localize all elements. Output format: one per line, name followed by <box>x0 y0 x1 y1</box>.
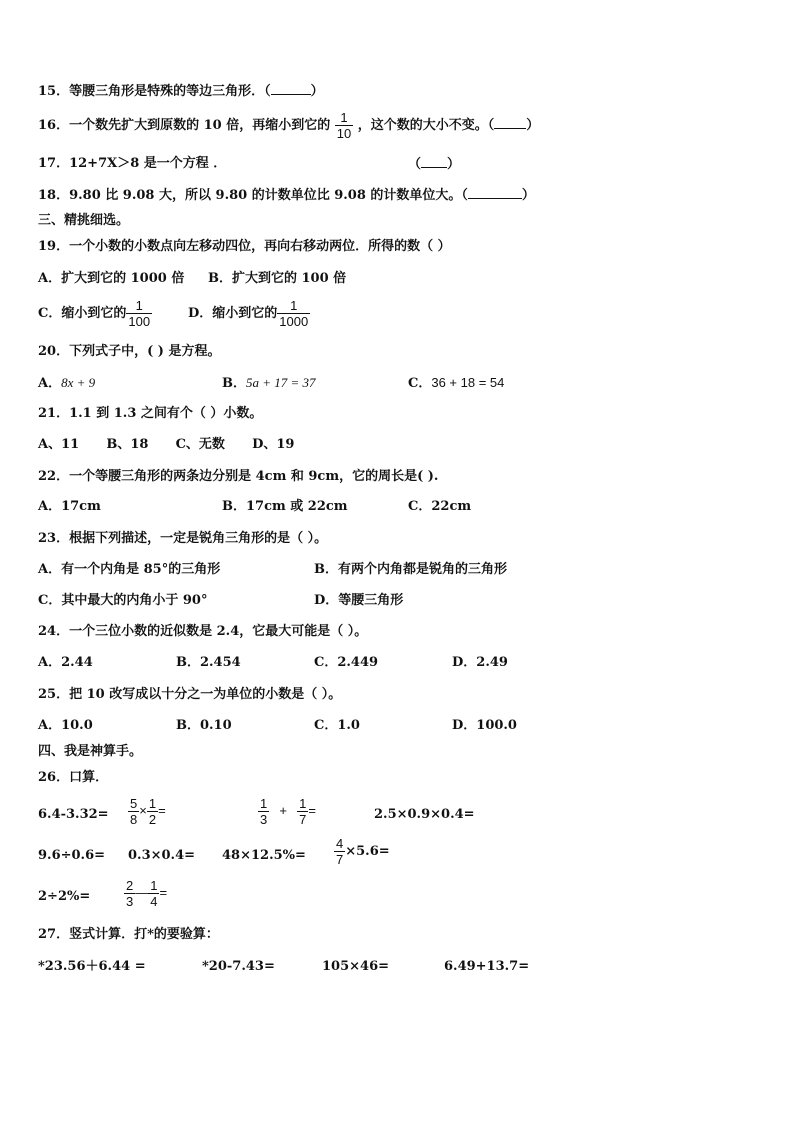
option-24-b[interactable]: B．2.454 <box>176 655 241 670</box>
question-18-text: 18．9.80 比 9.08 大，所以 9.80 的计数单位比 9.08 的计数单位大。（ <box>38 188 468 203</box>
fraction: $\frac{2}{3}$ <box>126 878 134 909</box>
option-22-a[interactable]: A．17cm <box>38 499 101 514</box>
question-17 <box>38 155 226 173</box>
option-20-b[interactable]: B．5a + 17 = 37 <box>222 375 316 391</box>
question-18: 18．9.80 比 9.08 大，所以 9.80 的计数单位比 9.08 的计数单位大。（ ） <box>38 188 535 203</box>
option-23-c[interactable]: C．其中最大的内角小于 90° <box>38 593 208 608</box>
fraction: $\frac{5}{8}$ <box>130 796 138 827</box>
option-23-a[interactable]: A．有一个内角是 85°的三角形 <box>38 562 221 577</box>
question-27-stem: 27．竖式计算．打*的要验算： <box>38 927 219 942</box>
option-19-b[interactable]: B．扩大到它的 100 倍 <box>208 271 347 286</box>
fraction: $\frac{1}{10}$ <box>336 110 352 141</box>
option-25-d[interactable]: D．100.0 <box>452 718 517 733</box>
calc-item: 2.5×0.9×0.4= <box>374 807 475 822</box>
question-15-text: 15．等腰三角形是特殊的等边三角形．（ <box>38 84 271 99</box>
question-24-stem: 24．一个三位小数的近似数是 2.4，它最大可能是（ ）。 <box>38 624 368 639</box>
answer-blank[interactable] <box>421 155 447 168</box>
question-22-stem: 22．一个等腰三角形的两条边分别是 4cm 和 9cm，它的周长是( ). <box>38 469 439 484</box>
option-24-d[interactable]: D．2.49 <box>452 655 508 670</box>
option-20-a[interactable]: A．8x + 9 <box>38 375 96 391</box>
options-21[interactable]: A、11 B、18 C、无数 D、19 <box>38 437 295 452</box>
answer-blank[interactable] <box>271 82 311 95</box>
option-23-b[interactable]: B．有两个内角都是锐角的三角形 <box>314 562 507 577</box>
calc-item: 105×46= <box>322 959 390 974</box>
calc-item: 6.49+13.7= <box>444 959 530 974</box>
question-17-answer: （ ） <box>408 157 461 172</box>
calc-item: 0.3×0.4= <box>128 848 196 863</box>
calc-item: 9.6÷0.6= <box>38 848 106 863</box>
calc-item: *23.56＋6.44 = <box>38 959 146 974</box>
fraction: $\frac{1}{3}$ <box>260 796 268 827</box>
fraction: $\frac{1}{100}$ <box>128 298 151 329</box>
option-22-b[interactable]: B．17cm 或 22cm <box>222 499 348 514</box>
answer-blank[interactable] <box>494 116 526 129</box>
question-23-stem: 23．根据下列描述，一定是锐角三角形的是（ ）。 <box>38 531 328 546</box>
fraction: $\frac{1}{1000}$ <box>279 298 309 329</box>
question-21-stem: 21．1.1 到 1.3 之间有个（ ）小数。 <box>38 406 263 421</box>
calc-item: $\frac{5}{8}$ × $\frac{1}{2}$ = <box>130 796 166 827</box>
calc-item: 2÷2%= <box>38 889 91 904</box>
option-19-c[interactable]: C．缩小到它的 $\frac{1}{100}$ <box>38 298 151 329</box>
option-25-b[interactable]: B．0.10 <box>176 718 232 733</box>
option-25-c[interactable]: C．1.0 <box>314 718 360 733</box>
question-17-text: 17．12+7X＞8 是一个方程 ． <box>38 156 227 171</box>
calc-item: $\frac{2}{3}$ — $\frac{1}{4}$ = <box>126 878 168 909</box>
fraction: $\frac{1}{2}$ <box>148 796 157 827</box>
calc-item: 6.4-3.32= <box>38 807 109 822</box>
option-22-c[interactable]: C．22cm <box>408 499 472 514</box>
calc-item: $\frac{1}{3}$ + $\frac{1}{7}$ = <box>260 796 316 827</box>
option-19-d[interactable]: D．缩小到它的 $\frac{1}{1000}$ <box>188 298 309 329</box>
section-heading-3: 三、精挑细选。 <box>38 213 130 228</box>
question-26-stem: 26．口算． <box>38 770 109 785</box>
calc-item: $\frac{4}{7}$ ×5.6= <box>336 836 390 867</box>
fraction: $\frac{1}{4}$ <box>150 878 158 909</box>
option-25-a[interactable]: A．10.0 <box>38 718 93 733</box>
option-24-a[interactable]: A．2.44 <box>38 655 93 670</box>
option-20-c[interactable]: C．36 + 18 = 54 <box>408 375 505 391</box>
option-23-d[interactable]: D．等腰三角形 <box>314 593 404 608</box>
question-20-stem: 20．下列式子中，( ) 是方程。 <box>38 344 221 359</box>
option-24-c[interactable]: C．2.449 <box>314 655 379 670</box>
answer-blank[interactable] <box>468 186 522 199</box>
fraction: $\frac{4}{7}$ <box>336 836 344 867</box>
calc-item: *20-7.43= <box>202 959 275 974</box>
question-16: 16．一个数先扩大到原数的 10 倍，再缩小到它的 $\frac{1}{10}$ ，这个数的大小不变。（ ） <box>38 110 540 141</box>
fraction: $\frac{1}{7}$ <box>299 796 307 827</box>
section-heading-4: 四、我是神算手。 <box>38 744 143 759</box>
calc-item: 48×12.5%= <box>222 848 306 863</box>
option-19-a[interactable]: A．扩大到它的 1000 倍 <box>38 271 185 286</box>
question-19-stem: 19．一个小数的小数点向左移动四位，再向右移动两位．所得的数（ ） <box>38 239 451 254</box>
question-25-stem: 25．把 10 改写成以十分之一为单位的小数是（ ）。 <box>38 687 342 702</box>
question-15: 15．等腰三角形是特殊的等边三角形．（ ） <box>38 84 324 99</box>
question-16-text: 16．一个数先扩大到原数的 10 倍，再缩小到它的 <box>38 118 331 133</box>
